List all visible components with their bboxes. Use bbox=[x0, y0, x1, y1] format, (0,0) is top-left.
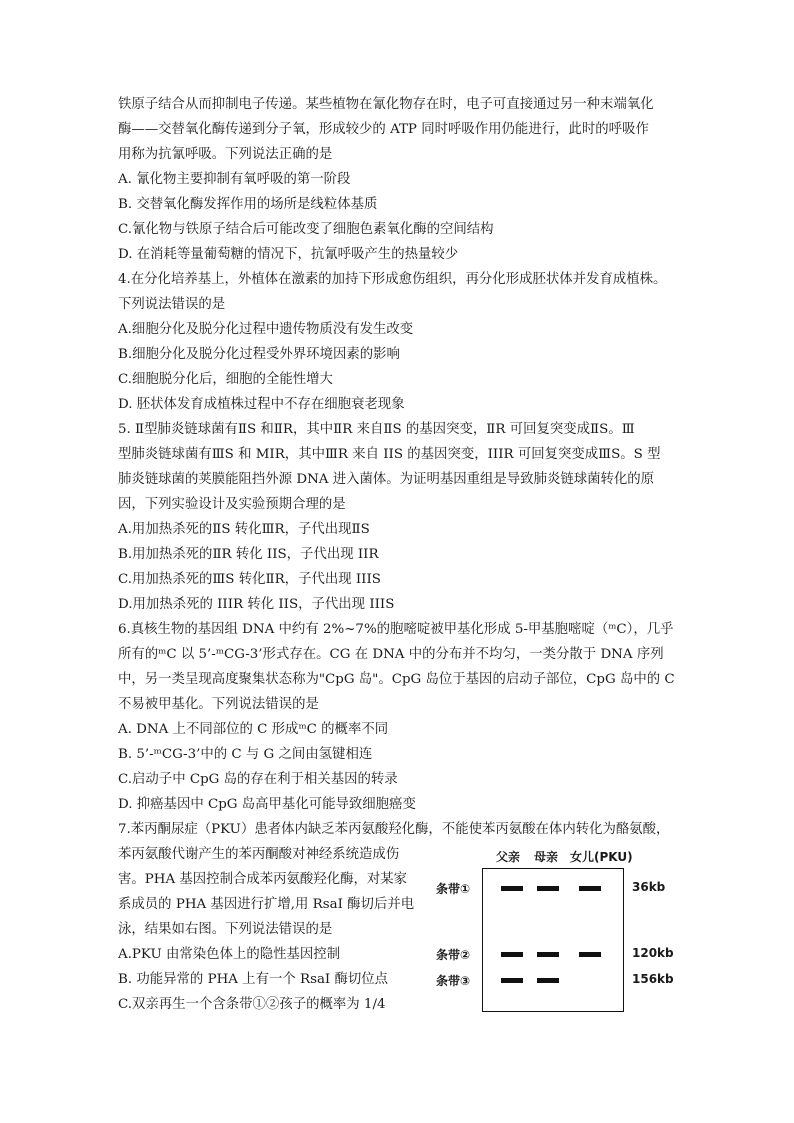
lane-label-father: 父亲 bbox=[496, 850, 521, 864]
band-1-father bbox=[501, 886, 523, 891]
q4-option-a: A.细胞分化及脱分化过程中遗传物质没有发生改变 bbox=[118, 322, 414, 337]
q5-stem-line: 型肺炎链球菌有ⅢS 和 MIR，其中ⅢR 来自 IIS 的基因突变，IIIR 可回复突变成ⅢS。S 型 bbox=[118, 447, 661, 462]
band-2-mother bbox=[537, 952, 559, 957]
q6-stem-line: 不易被甲基化。下列说法错误的是 bbox=[118, 697, 319, 712]
q6-stem-line: 6.真核生物的基因组 DNA 中约有 2%~7%的胞嘧啶被甲基化形成 5-甲基胞嘧啶（ᵐC），几乎 bbox=[118, 622, 674, 637]
q4-option-b: B.细胞分化及脱分化过程受外界环境因素的影响 bbox=[118, 347, 400, 362]
gel-frame bbox=[482, 868, 624, 1012]
q6-stem-line: 中，另一类呈现高度聚集状态称为"CpG 岛"。CpG 岛位于基因的启动子部位，CpG 岛中的 C bbox=[118, 672, 675, 687]
band-3-father bbox=[501, 978, 523, 983]
q7-stem-line: 泳，结果如右图。下列说法错误的是 bbox=[118, 922, 333, 937]
q3-option-a: A. 氰化物主要抑制有氧呼吸的第一阶段 bbox=[118, 172, 351, 187]
band-size-120kb: 120kb bbox=[632, 946, 674, 960]
q7-stem-line: 系成员的 PHA 基因进行扩增,用 RsaI 酶切后并电 bbox=[118, 897, 415, 912]
q7-option-b: B. 功能异常的 PHA 上有一个 RsaI 酶切位点 bbox=[118, 972, 389, 987]
question-4 bbox=[118, 267, 678, 417]
q3-option-d: D. 在消耗等量葡萄糖的情况下，抗氰呼吸产生的热量较少 bbox=[118, 247, 459, 262]
question-6 bbox=[118, 617, 678, 817]
q7-option-a: A.PKU 由常染色体上的隐性基因控制 bbox=[118, 947, 341, 962]
band-3-mother bbox=[537, 978, 559, 983]
q7-option-c: C.双亲再生一个含条带①②孩子的概率为 1/4 bbox=[118, 997, 386, 1012]
q6-option-c: C.启动子中 CpG 岛的存在利于相关基因的转录 bbox=[118, 772, 398, 787]
q5-stem-line: 肺炎链球菌的荚膜能阻挡外源 DNA 进入菌体。为证明基因重组是导致肺炎链球菌转化的原 bbox=[118, 472, 655, 487]
q3-stem-line: 铁原子结合从而抑制电子传递。某些植物在氰化物存在时，电子可直接通过另一种末端氧化 bbox=[118, 97, 654, 112]
q7-stem-line: 7.苯丙酮尿症（PKU）患者体内缺乏苯丙氨酸羟化酶，不能使苯丙氨酸在体内转化为酪氨酸， bbox=[118, 822, 670, 837]
q5-stem-line: 5. Ⅱ型肺炎链球菌有ⅡS 和ⅡR，其中ⅡR 来自ⅡS 的基因突变，ⅡR 可回复突变成ⅡS。Ⅲ bbox=[118, 422, 635, 437]
band-size-156kb: 156kb bbox=[632, 972, 674, 986]
q6-option-a: A. DNA 上不同部位的 C 形成ᵐC 的概率不同 bbox=[118, 722, 389, 737]
q3-stem-line: 用称为抗氰呼吸。下列说法正确的是 bbox=[118, 147, 333, 162]
q4-option-c: C.细胞脱分化后，细胞的全能性增大 bbox=[118, 372, 333, 387]
q3-option-c: C.氰化物与铁原子结合后可能改变了细胞色素氧化酶的空间结构 bbox=[118, 222, 494, 237]
q5-stem-line: 因，下列实验设计及实验预期合理的是 bbox=[118, 497, 346, 512]
question-5 bbox=[118, 417, 678, 617]
question-3 bbox=[118, 92, 678, 267]
q5-option-d: D.用加热杀死的 IIIR 转化 IIS，子代出现 IIIS bbox=[118, 597, 395, 612]
q3-stem-line: 酶——交替氧化酶传递到分子氧，形成较少的 ATP 同时呼吸作用仍能进行，此时的呼吸作 bbox=[118, 122, 649, 137]
band-label-2: 条带② bbox=[436, 948, 471, 962]
q6-option-d: D. 抑癌基因中 CpG 岛高甲基化可能导致细胞癌变 bbox=[118, 797, 416, 812]
band-2-daughter bbox=[579, 952, 601, 957]
q5-option-a: A.用加热杀死的ⅡS 转化ⅢR，子代出现ⅡS bbox=[118, 522, 370, 537]
q5-option-b: B.用加热杀死的ⅡR 转化 IIS，子代出现 IIR bbox=[118, 547, 379, 562]
band-2-father bbox=[501, 952, 523, 957]
lane-label-daughter: 女儿(PKU) bbox=[570, 850, 633, 864]
q3-option-b: B. 交替氧化酶发挥作用的场所是线粒体基质 bbox=[118, 197, 378, 212]
q4-option-d: D. 胚状体发育成植株过程中不存在细胞衰老现象 bbox=[118, 397, 405, 412]
q4-stem-line: 4.在分化培养基上，外植体在激素的加持下形成愈伤组织，再分化形成胚状体并发育成植株。 bbox=[118, 272, 667, 287]
q5-option-c: C.用加热杀死的ⅢS 转化ⅡR，子代出现 IIIS bbox=[118, 572, 381, 587]
lane-label-mother: 母亲 bbox=[534, 850, 559, 864]
band-label-1: 条带① bbox=[436, 882, 471, 896]
band-size-36kb: 36kb bbox=[632, 880, 666, 894]
q7-stem-line: 苯丙氨酸代谢产生的苯丙酮酸对神经系统造成伤 bbox=[118, 847, 400, 862]
band-label-3: 条带③ bbox=[436, 974, 471, 988]
band-1-daughter bbox=[579, 886, 601, 891]
q6-stem-line: 所有的ᵐC 以 5’-ᵐCG-3’形式存在。CG 在 DNA 中的分布并不均匀，一类分散于 DNA 序列 bbox=[118, 647, 664, 662]
q6-option-b: B. 5’-ᵐCG-3’中的 C 与 G 之间由氢键相连 bbox=[118, 747, 373, 762]
band-1-mother bbox=[537, 886, 559, 891]
q4-stem-line: 下列说法错误的是 bbox=[118, 297, 226, 312]
electrophoresis-figure bbox=[436, 848, 676, 1018]
q7-stem-line: 害。PHA 基因控制合成苯丙氨酸羟化酶，对某家 bbox=[118, 872, 408, 887]
